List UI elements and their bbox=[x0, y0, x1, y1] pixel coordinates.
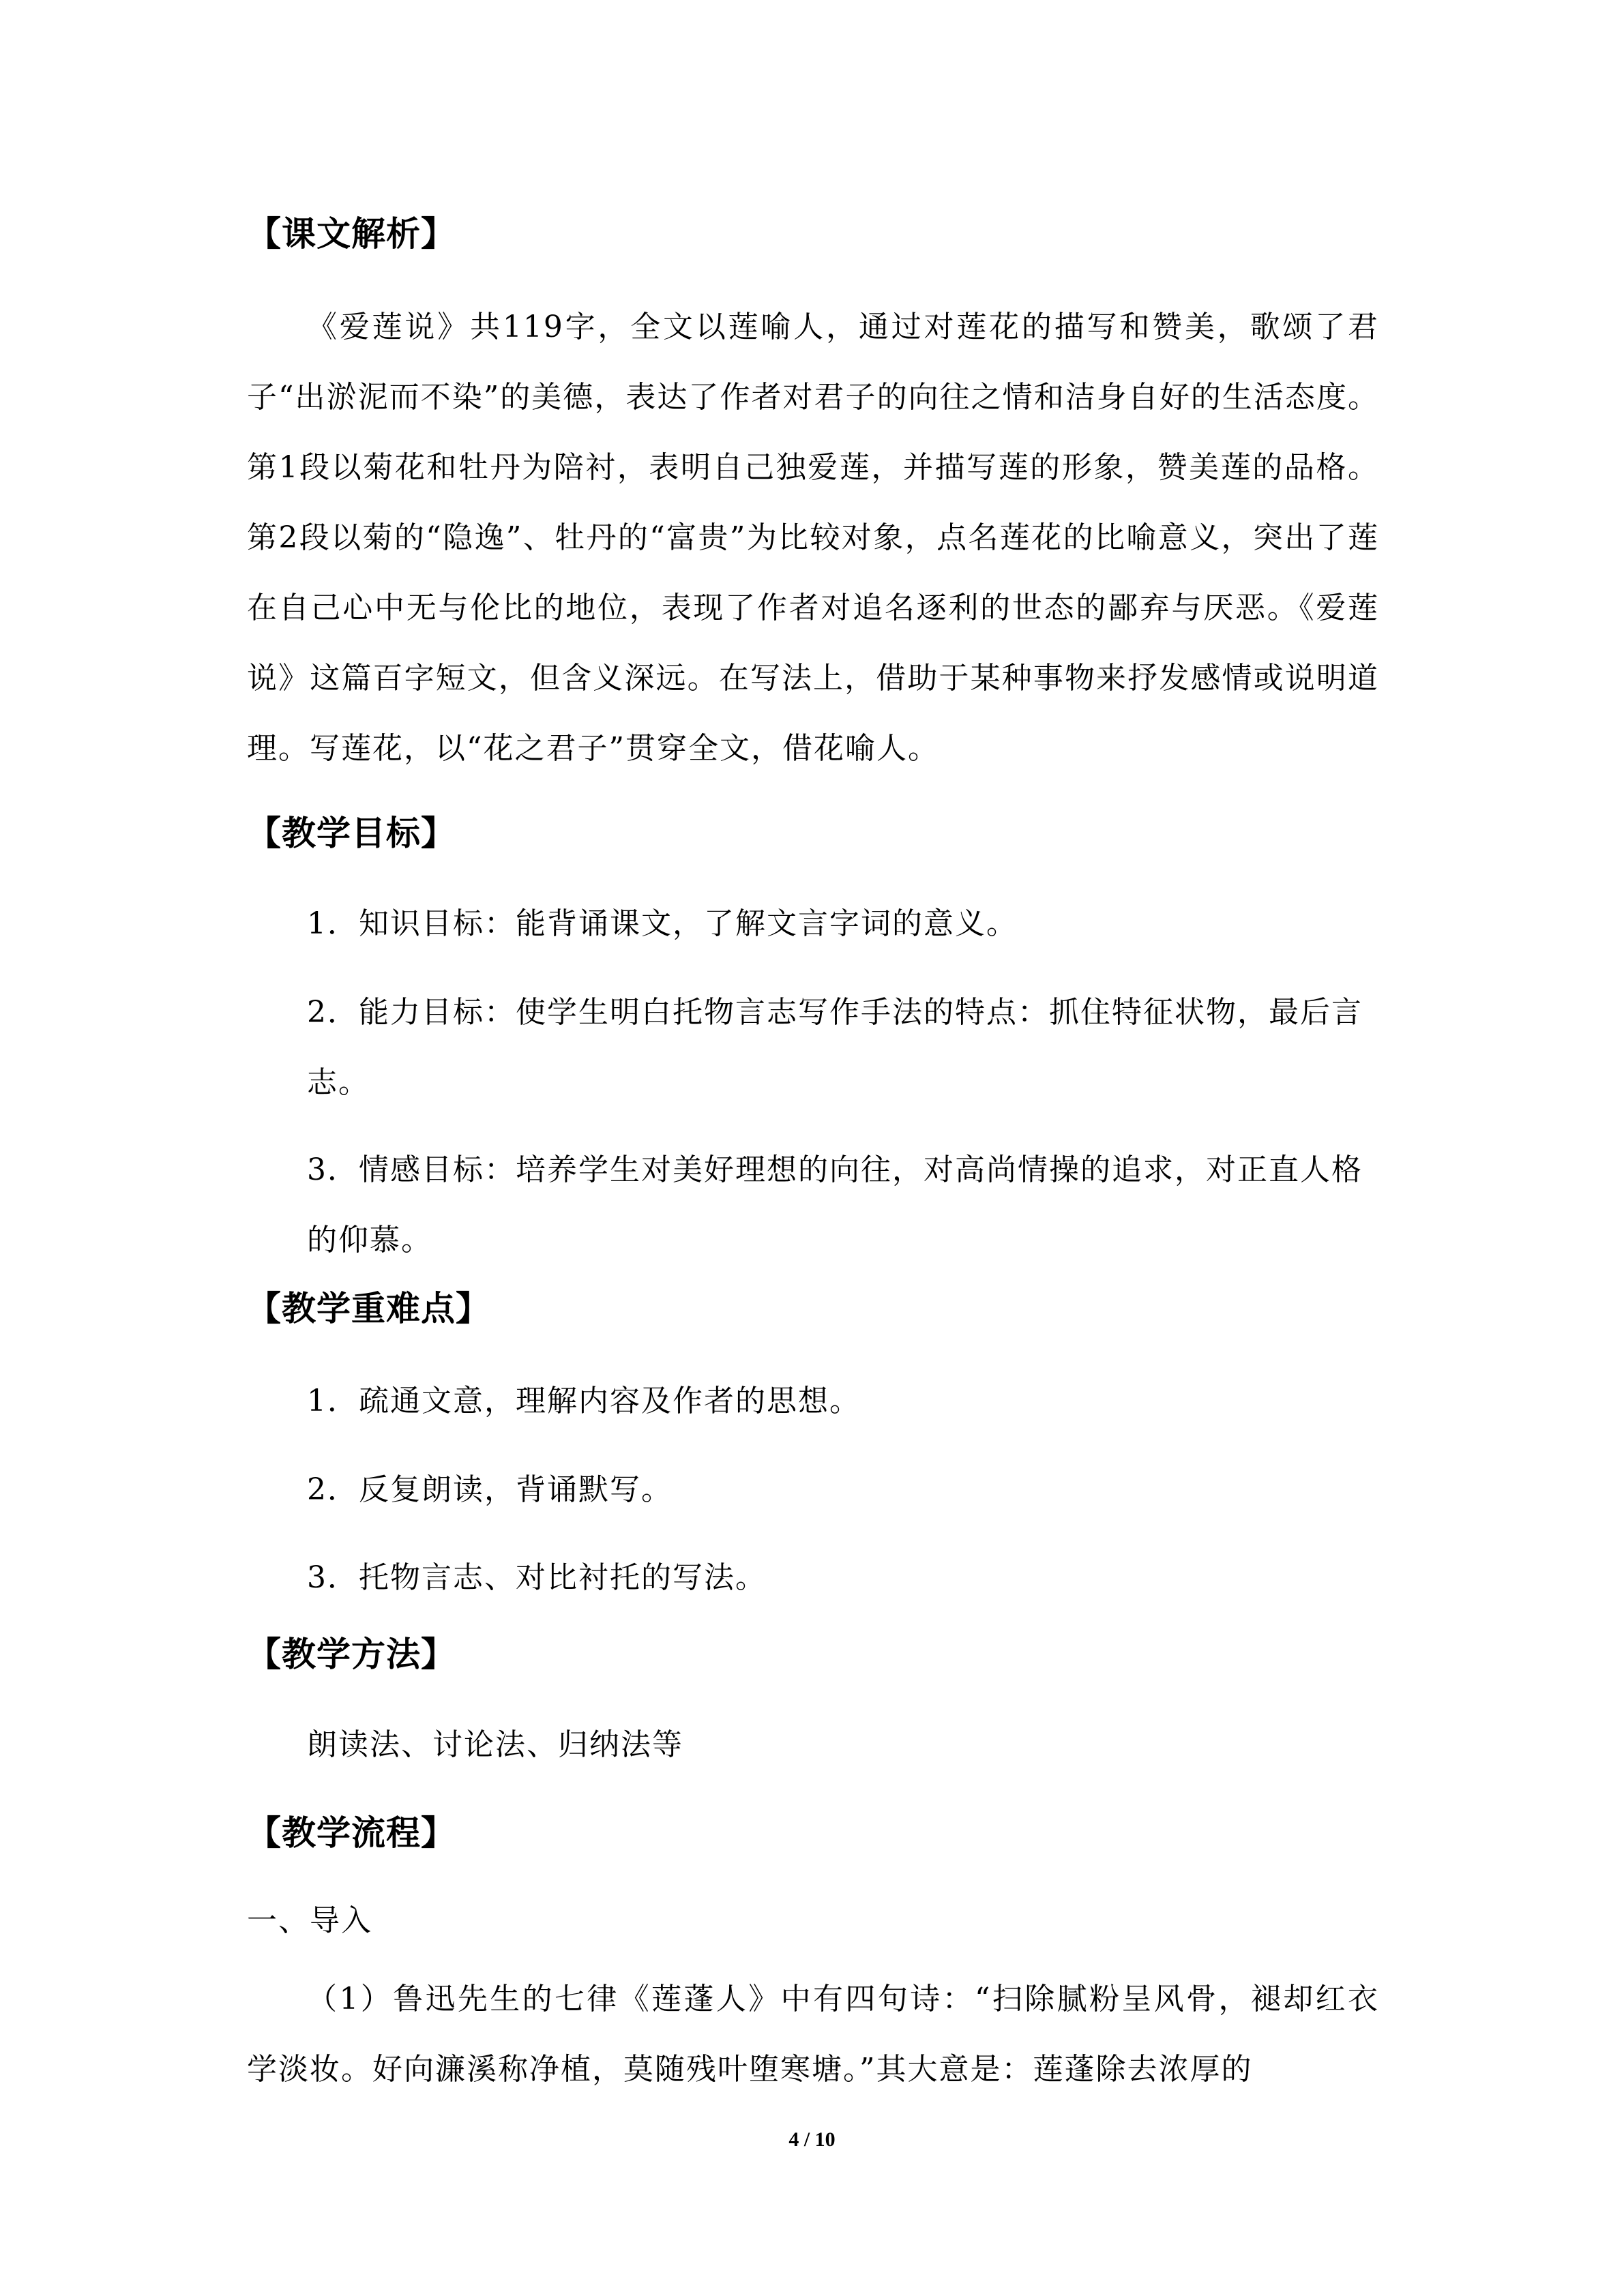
section-heading-process: 【教学流程】 bbox=[247, 1813, 456, 1853]
section-heading-methods: 【教学方法】 bbox=[247, 1635, 456, 1674]
page-number: 4 / 10 bbox=[788, 2128, 836, 2151]
key-point-item-3: 3．托物言志、对比衬托的写法。 bbox=[307, 1560, 767, 1595]
section-heading-objectives: 【教学目标】 bbox=[247, 814, 456, 853]
process-paragraph: （1）鲁迅先生的七律《莲蓬人》中有四句诗：“扫除腻粉呈风骨，褪却红衣学淡妆。好向濂溪称净植，莫随残叶堕寒塘。”其大意是：莲蓬除去浓厚的 bbox=[247, 1982, 1379, 2087]
methods-text: 朗读法、讨论法、归纳法等 bbox=[307, 1727, 683, 1762]
section-heading-analysis: 【课文解析】 bbox=[247, 214, 456, 254]
objective-item-2: 2．能力目标：使学生明白托物言志写作手法的特点：抓住特征状物，最后言志。 bbox=[307, 995, 1363, 1100]
section-heading-key-points: 【教学重难点】 bbox=[247, 1289, 490, 1328]
key-point-item-1: 1．疏通文意，理解内容及作者的思想。 bbox=[307, 1384, 861, 1418]
objective-item-1: 1．知识目标：能背诵课文，了解文言字词的意义。 bbox=[307, 906, 1018, 941]
process-step-heading: 一、导入 bbox=[247, 1903, 372, 1938]
analysis-paragraph: 《爱莲说》共119字，全文以莲喻人，通过对莲花的描写和赞美，歌颂了君子“出淤泥而不染”的美德，表达了作者对君子的向往之情和洁身自好的生活态度。第1段以菊花和牡丹为陪衬，表明自己独爱莲，并描写莲的形象，赞美莲的品格。第2段以菊的“隐逸”、牡丹的“富贵”为比较对象，点名莲花的比喻意义，突出了莲在自己心中无与伦比的地位，表现了作者对追名逐利的世态的鄙弃与厌恶。《爱莲说》这篇百字短文，但含义深远。在写法上，借助于某种事物来抒发感情或说明道理。写莲花，以“花之君子”贯穿全文，借花喻人。 bbox=[247, 310, 1379, 766]
key-point-item-2: 2．反复朗读，背诵默写。 bbox=[307, 1472, 673, 1507]
objective-item-3: 3．情感目标：培养学生对美好理想的向往，对高尚情操的追求，对正直人格的仰慕。 bbox=[307, 1152, 1363, 1257]
